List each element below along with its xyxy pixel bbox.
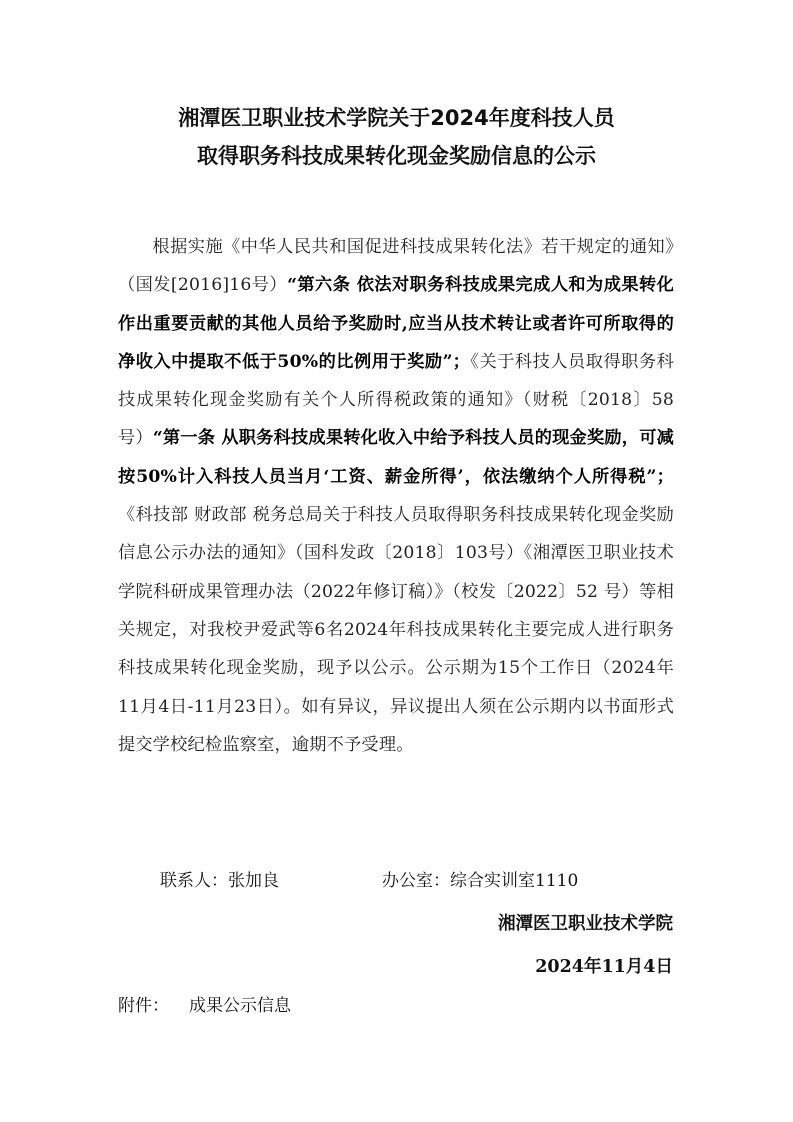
document-title-line-2: 取得职务科技成果转化现金奖励信息的公示 xyxy=(197,144,596,168)
body-bold-quote: “第六条 依法对职务科技成果完成人和为成果转化作出重要贡献的其他人员给予奖励时,应当从技术转让或者许可所取得的净收入中提取不低于50%的比例用于奖励”； xyxy=(118,275,674,372)
attachment-line xyxy=(118,994,291,1018)
body-bold-quote: “第一条 从职务科技成果转化收入中给予科技人员的现金奖励，可减按50%计入科技人员当月‘工资、薪金所得’，依法缴纳个人所得税”； xyxy=(118,428,674,487)
attachment-label: 附件： xyxy=(118,996,169,1016)
document-title-line-1: 湘潭医卫职业技术学院关于2024年度科技人员 xyxy=(178,106,615,130)
attachment-name: 成果公示信息 xyxy=(189,996,291,1016)
issue-date: 2024年11月4日 xyxy=(535,957,673,977)
issuing-organization: 湘潭医卫职业技术学院 xyxy=(498,914,673,934)
body-text-segment: 《科技部 财政部 税务总局关于科技人员取得职务科技成果转化现金奖励信息公示办法的通知》（国科发政〔2018〕103号）《湘潭医卫职业技术学院科研成果管理办法（2022年修订稿）》（校发〔2022〕52 号）等相关规定，对我校尹爱武等6名2024年科技成果转化主要完成人进行职务科技成果转化现金奖励，现予以公示。公示期为15个工作日（2024年11月4日-11月23日）。如有异议，异议提出人须在公示期内以书面形式提交学校纪检监察室，逾期不予受理。 xyxy=(118,505,674,755)
body-paragraph xyxy=(118,228,674,764)
contact-person: 联系人：张加良 xyxy=(160,871,279,891)
office-location: 办公室：综合实训室1110 xyxy=(382,871,579,891)
body-text-segment: 《关于科技人员取得职务科技成果转化现金奖励有关个人所得税政策的通知》（财税〔2018〕58号） xyxy=(118,351,674,449)
body-text-segment: 根据实施《中华人民共和国促进科技成果转化法》若干规定的通知》（国发[2016]16号） xyxy=(118,237,674,296)
contact-line xyxy=(160,869,680,893)
